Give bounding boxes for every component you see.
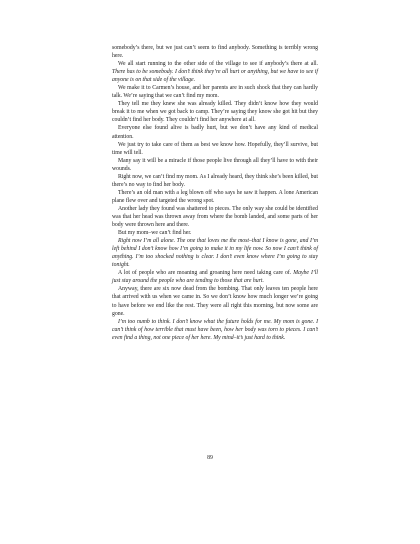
text: We make it to Carmen’s house, and her parents are in such shock that they can hardly talk. We’re saying that we can’t find my mom. [112,85,318,100]
text: There’s an old man with a leg blown off who says he saw it happen. A lone American plane flew over and targeted the wrong spot. [112,189,318,204]
paragraph [112,124,318,140]
paragraph [112,237,318,269]
text: Anyway, there are six now dead from the bombing. That only leaves ten people here that arrived with us when we came in. So we don’t know how much longer we’re going to have before we end like the rest. They were all right this morning, but now some are gone. [112,286,318,317]
italic-text: I’m too numb to think. I don’t know what the future holds for me. My mom is gone. I can’t think of how terrible that must have been, how her body was torn to pieces. I can’t even find a thing, not one piece of her here. My mind–it’s just hard to think. [112,318,318,341]
italic-text: There has to be somebody. I don’t think they’re all hurt or anything, but we have to see if anyone is on that side of the village. [112,69,318,84]
paragraph [112,318,318,342]
paragraph [112,205,318,229]
paragraph [112,44,318,60]
paragraph [112,189,318,205]
italic-text: Maybe I’ll just stay around the people who are tending to those that are hurt. [112,270,318,285]
body-text [112,44,318,342]
text: Right now, we can’t find my mom. As I already heard, they think she’s been killed, but there’s no way to find her body. [112,173,318,188]
paragraph [112,60,318,84]
paragraph [112,229,318,237]
text: We just try to take care of them as best we know how. Hopefully, they’ll survive, but time will tell. [112,141,318,156]
text: somebody’s there, but we just can’t seem to find anybody. Something is terribly wrong here. [112,45,318,60]
text: A lot of people who are moaning and groaning here need taking care of. [118,270,294,277]
text: We all start running to the other side of the village to see if anybody’s there at all. [118,61,318,68]
paragraph [112,100,318,124]
text: But my mom–we can’t find her. [118,230,192,237]
paragraph [112,173,318,189]
text: They tell me they knew she was already killed. They didn’t know how they would break it to me when we got back to camp. They’re saying they know she got hit but they couldn’t find her body. They couldn’t find her anywhere at all. [112,101,318,124]
italic-text: Right now I’m all alone. The one that loves me the most–that I know is gone, and I’m left behind I don’t know how I’m going to make it in my life now. So now I can’t think of anything. I’m too shocked nothing is clear. I don’t even know where I’m going to stay tonight. [112,238,318,269]
paragraph [112,269,318,285]
text: Everyone else found alive is badly hurt, but we don’t have any kind of medical attention. [112,125,318,140]
paragraph [112,157,318,173]
paragraph [112,84,318,100]
text: Many say it will be a miracle if those people live through all they’ll have to with their wounds. [112,157,318,172]
paragraph [112,285,318,317]
paragraph [112,141,318,157]
text: Another lady they found was shattered to pieces. The only way she could be identified was that her head was thrown away from where the bomb landed, and some parts of her body were thrown here and there. [112,205,318,229]
page-number: 89 [207,455,213,461]
